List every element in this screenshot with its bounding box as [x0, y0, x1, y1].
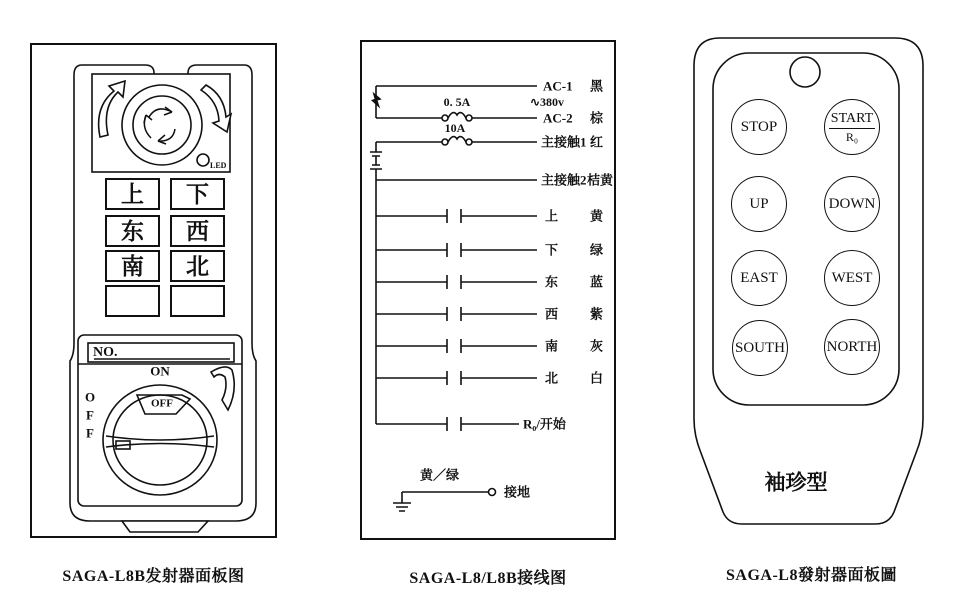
- label-main-contact-2: 主接触2: [541, 172, 587, 188]
- fuse-0-5a: [442, 113, 472, 121]
- off-vertical-f1: F: [86, 407, 94, 423]
- no-label: NO.: [93, 345, 118, 360]
- ac-bridge-mark: [373, 94, 381, 106]
- pocket-remote-art: [688, 36, 935, 533]
- stop-label: STOP: [740, 118, 778, 135]
- color-south: 灰: [590, 338, 604, 354]
- up-label: UP: [749, 195, 769, 212]
- voltage-label: ∿380v: [530, 95, 565, 109]
- label-ac2: AC-2: [543, 110, 573, 126]
- fuse-10a: [442, 137, 472, 145]
- bus-contact: [370, 142, 382, 424]
- color-ac2: 棕: [590, 110, 604, 126]
- label-main-contact-1: 主接触1: [541, 134, 587, 150]
- color-main-contact-1: 红: [590, 134, 604, 150]
- transmitter-panel-l8b: [30, 43, 277, 538]
- caption-left: SAGA-L8B发射器面板图: [62, 568, 245, 585]
- color-main-contact-2: 桔黄: [587, 172, 614, 188]
- remote-bottom-tab: [122, 521, 208, 532]
- button-up: 上: [105, 178, 160, 210]
- west-label: WEST: [831, 269, 873, 286]
- led-indicator: [197, 154, 209, 166]
- contact-rows: [376, 209, 537, 431]
- start-label: START: [829, 112, 875, 129]
- remote-button-north: [824, 319, 880, 375]
- north-label: NORTH: [826, 338, 878, 355]
- start-sub-label: R₀: [845, 129, 859, 144]
- color-west: 紫: [590, 306, 604, 322]
- caption-right: SAGA-L8發射器面板圖: [726, 567, 897, 584]
- fuse-label-0-5a: 0. 5A: [443, 95, 471, 109]
- button-north: 北: [170, 250, 225, 282]
- label-r0-start: R₀/开始: [523, 416, 566, 432]
- label-down: 下: [545, 242, 559, 258]
- pocket-type-label: 袖珍型: [764, 470, 828, 495]
- wiring-diagram-panel: [360, 40, 616, 540]
- ground-symbol: [393, 489, 496, 512]
- label-north: 北: [545, 370, 559, 386]
- button-west: 西: [170, 215, 225, 247]
- button-east: 东: [105, 215, 160, 247]
- led-label: LED: [210, 161, 227, 170]
- label-up: 上: [545, 208, 559, 224]
- down-label: DOWN: [828, 195, 876, 212]
- button-down: 下: [170, 178, 225, 210]
- color-north: 白: [590, 370, 604, 386]
- color-east: 蓝: [590, 274, 604, 290]
- button-south: 南: [105, 250, 160, 282]
- pocket-remote-panel-l8: [688, 36, 935, 533]
- label-south: 南: [545, 338, 559, 354]
- south-label: SOUTH: [734, 339, 785, 356]
- power-switch-section: [78, 335, 242, 506]
- fuse-label-10a: 10A: [444, 121, 466, 135]
- caption-middle: SAGA-L8/L8B接线图: [409, 570, 567, 587]
- label-east: 东: [545, 274, 559, 290]
- remote-button-start: [824, 99, 880, 155]
- remote-button-down: [824, 176, 880, 232]
- east-label: EAST: [740, 269, 778, 286]
- on-label: ON: [150, 363, 170, 379]
- wiring-art: [362, 42, 614, 538]
- remote-button-west: [824, 250, 880, 306]
- label-west: 西: [545, 306, 559, 322]
- remote-button-east: [731, 250, 787, 306]
- remote-button-south: [732, 320, 788, 376]
- pocket-remote-outline: [694, 38, 923, 524]
- off-knob-label: OFF: [151, 397, 173, 410]
- ground-terminal-label: 接地: [504, 484, 531, 500]
- ground-wire-label: 黄／绿: [420, 467, 460, 483]
- indicator-circle: [790, 57, 820, 87]
- button-blank-2: [170, 285, 225, 317]
- color-up: 黄: [590, 208, 604, 224]
- remote-button-stop: [731, 99, 787, 155]
- remote-button-up: [731, 176, 787, 232]
- button-blank-1: [105, 285, 160, 317]
- color-down: 绿: [590, 242, 604, 258]
- label-ac1: AC-1: [543, 78, 573, 94]
- off-vertical-o: O: [84, 389, 96, 405]
- off-vertical-f2: F: [86, 425, 94, 441]
- color-ac1: 黑: [590, 78, 604, 94]
